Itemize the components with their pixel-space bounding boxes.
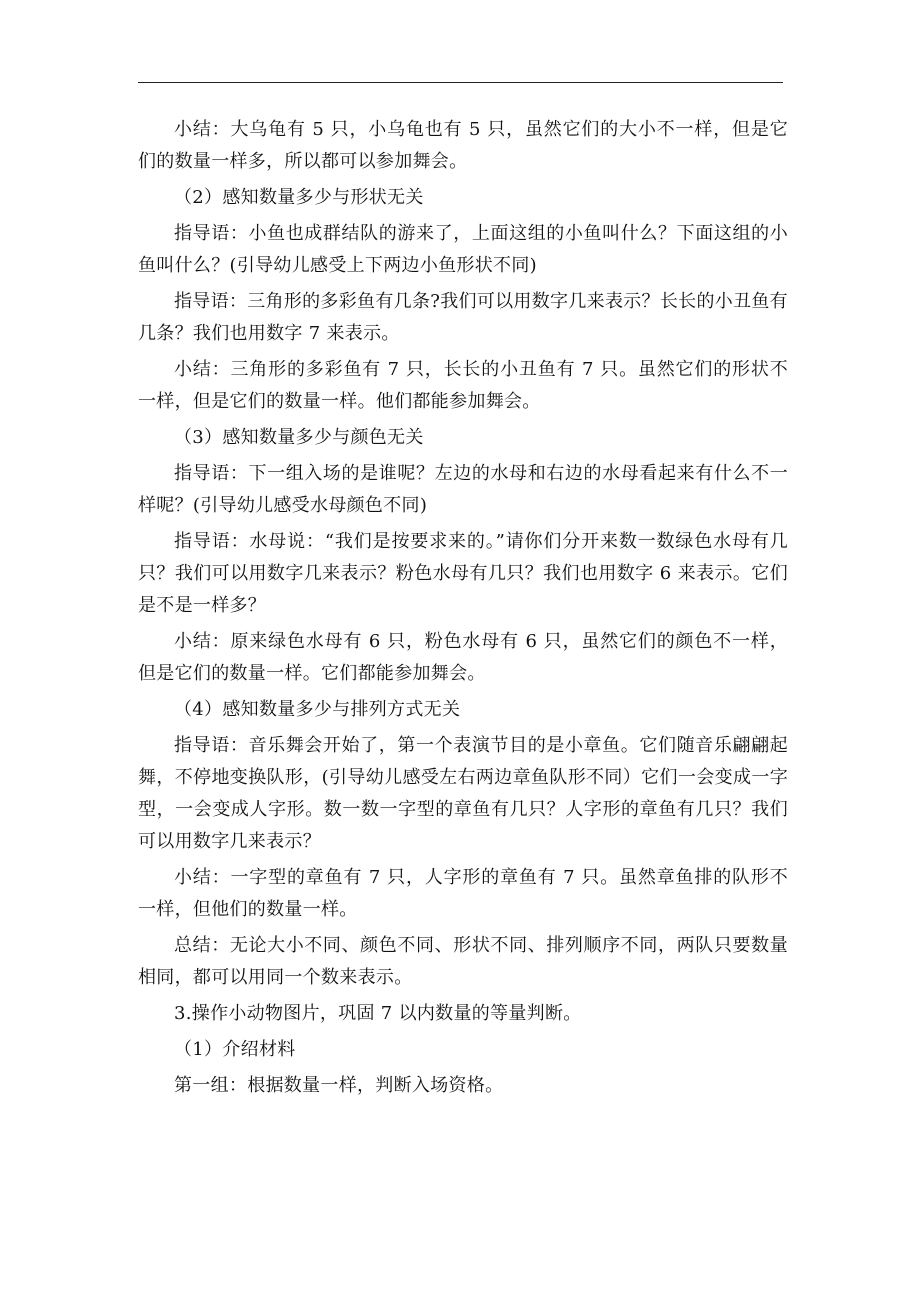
summary-octopus: 小结：一字型的章鱼有 7 只，人字形的章鱼有 7 只。虽然章鱼排的队形不一样，但他们的数量一样。 [138,867,788,920]
guide-fish-count: 指导语：三角形的多彩鱼有几条?我们可以用数字几来表示？长长的小丑鱼有几条？我们也用数字 7 来表示。 [138,291,788,344]
group-one-text: 第一组：根据数量一样，判断入场资格。 [174,1075,504,1096]
summary-turtles: 小结：大乌龟有 5 只，小乌龟也有 5 只，虽然它们的大小不一样，但是它们的数量一样多，所以都可以参加舞会。 [138,119,788,172]
section-color-heading: （3）感知数量多少与颜色无关 [174,427,424,448]
overall-summary: 总结：无论大小不同、颜色不同、形状不同、排列顺序不同，两队只要数量相同，都可以用同一个数来表示。 [138,935,788,988]
guide-fish-names: 指导语：小鱼也成群结队的游来了，上面这组的小鱼叫什么？下面这组的小鱼叫什么？(引导幼儿感受上下两边小鱼形状不同) [138,223,788,276]
summary-jellyfish: 小结：原来绿色水母有 6 只，粉色水母有 6 只，虽然它们的颜色不一样，但是它们的数量一样。它们都能参加舞会。 [138,631,788,684]
header-rule [138,82,783,83]
guide-jellyfish-entry: 指导语：下一组入场的是谁呢？左边的水母和右边的水母看起来有什么不一样呢？(引导幼儿感受水母颜色不同) [138,463,788,516]
section-arrangement-heading: （4）感知数量多少与排列方式无关 [174,699,461,720]
summary-fish: 小结：三角形的多彩鱼有 7 只，长长的小丑鱼有 7 只。虽然它们的形状不一样，但是它们的数量一样。他们都能参加舞会。 [138,359,788,412]
guide-octopus: 指导语：音乐舞会开始了，第一个表演节目的是小章鱼。它们随音乐翩翩起舞，不停地变换队形，(引导幼儿感受左右两边章鱼队形不同）它们一会变成一字型，一会变成人字形。数一数一字型的章鱼有几只？人字形的章鱼有几只？我们可以用数字几来表示？ [138,735,788,852]
step-3-heading: 3.操作小动物图片，巩固 7 以内数量的等量判断。 [174,1003,582,1024]
guide-jellyfish-count: 指导语：水母说：“我们是按要求来的。”请你们分开来数一数绿色水母有几只？我们可以用数字几来表示？粉色水母有几只？我们也用数字 6 来表示。它们是不是一样多？ [138,531,788,616]
materials-heading: （1）介绍材料 [174,1039,296,1060]
section-shape-heading: （2）感知数量多少与形状无关 [174,187,424,208]
document-body [138,114,788,1102]
